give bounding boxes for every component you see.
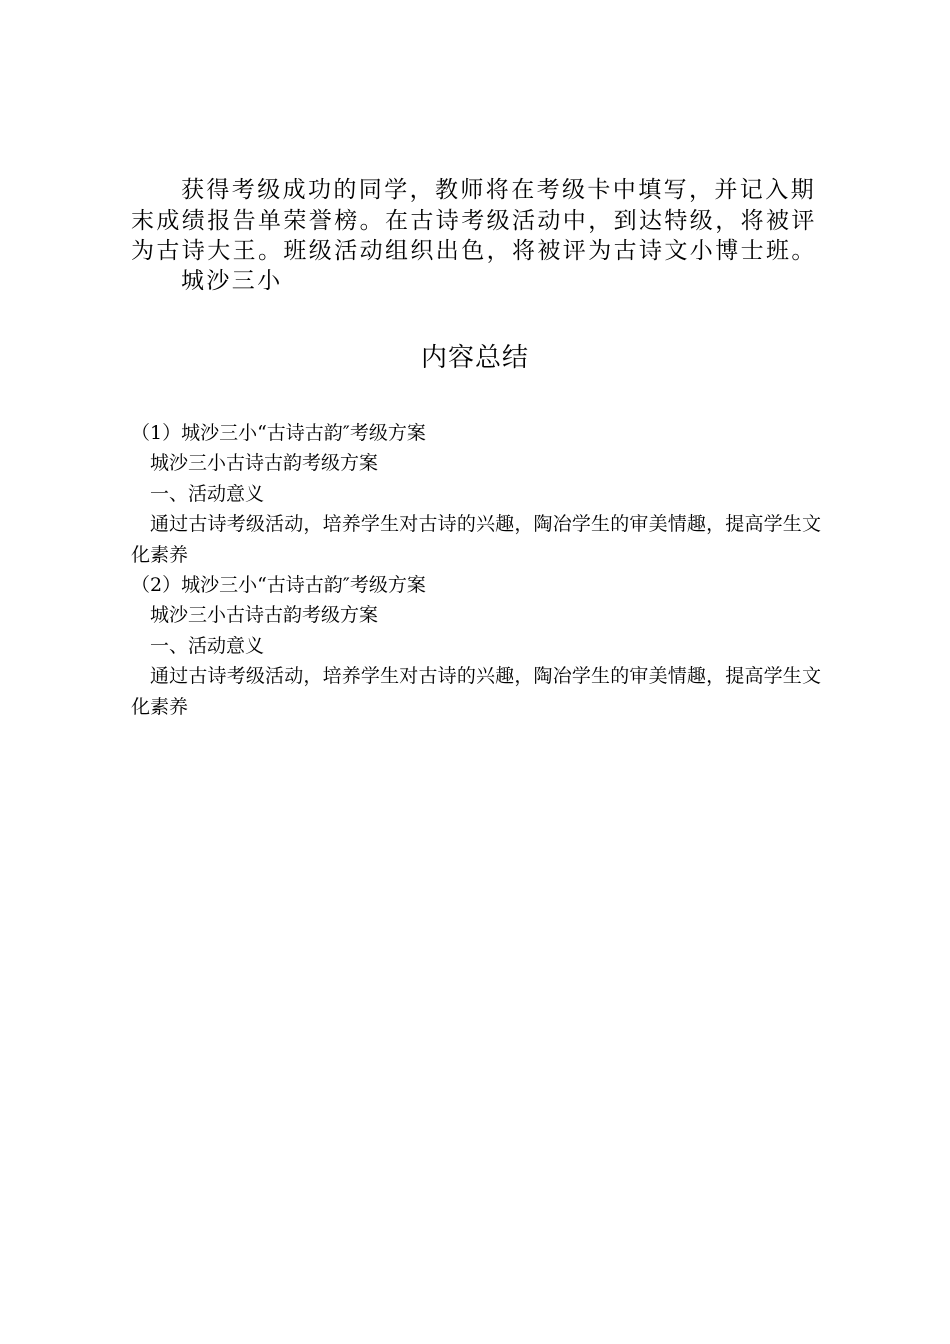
intro-paragraph: 获得考级成功的同学，教师将在考级卡中填写，并记入期末成绩报告单荣誉榜。在古诗考级活动中，到达特级，将被评为古诗大王。班级活动组织出色，将被评为古诗文小博士班。: [131, 177, 817, 264]
summary-item-body: 通过古诗考级活动，培养学生对古诗的兴趣，陶冶学生的审美情趣，提高学生文化素养: [131, 665, 821, 718]
summary-item-heading: （2）城沙三小“古诗古韵″考级方案: [131, 574, 426, 597]
summary-item-1: [131, 418, 821, 570]
summary-section: [131, 418, 821, 722]
summary-item-heading: （1）城沙三小“古诗古韵″考级方案: [131, 422, 426, 444]
summary-item-section: 一、活动意义: [150, 634, 265, 657]
summary-item-subtitle: 城沙三小古诗古韵考级方案: [150, 604, 379, 627]
summary-title: 内容总结: [420, 343, 529, 373]
summary-item-subtitle: 城沙三小古诗古韵考级方案: [150, 452, 379, 475]
summary-item-section: 一、活动意义: [150, 482, 265, 505]
school-name: 城沙三小: [181, 268, 283, 294]
summary-item-body: 通过古诗考级活动，培养学生对古诗的兴趣，陶冶学生的审美情趣，提高学生文化素养: [131, 513, 821, 566]
summary-item-2: [131, 570, 821, 722]
